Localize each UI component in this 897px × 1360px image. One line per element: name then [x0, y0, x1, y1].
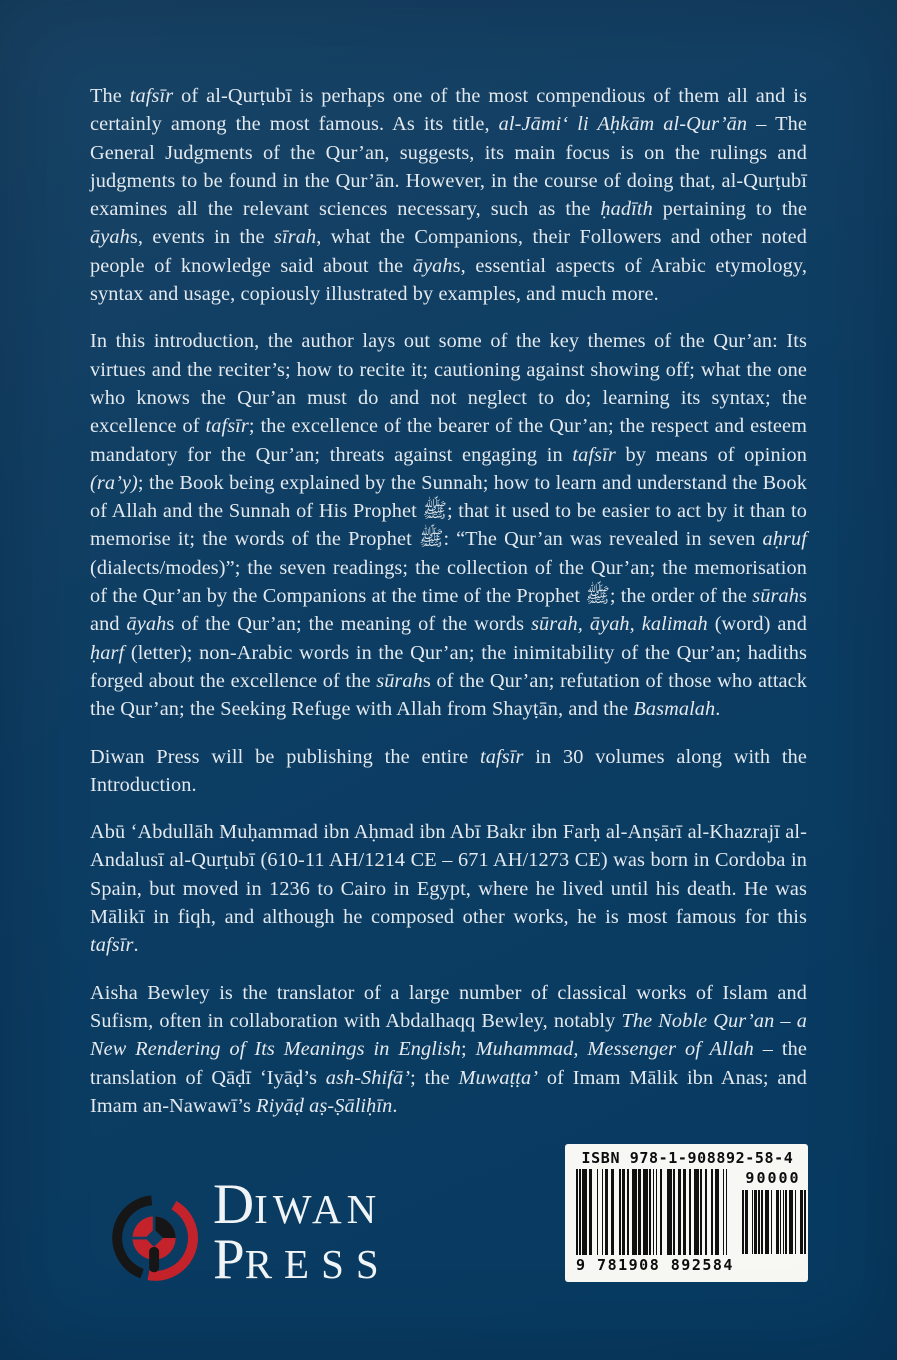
isbn-barcode-block	[565, 1144, 808, 1282]
diwan-press-wordmark	[213, 1173, 391, 1294]
diwan-press-logo-icon	[110, 1193, 200, 1283]
logo-press-rest: RESS	[244, 1241, 391, 1287]
isbn-label: ISBN 978-1-908892-58-4	[581, 1149, 794, 1167]
logo-diwan-rest: IWAN	[254, 1186, 382, 1232]
back-cover-paragraphs	[90, 82, 807, 1139]
logo-press-initial: P	[213, 1228, 245, 1291]
addon-barcode-bars	[741, 1190, 805, 1254]
logo-word-press	[213, 1228, 391, 1294]
paragraph-author-bio: Abū ‘Abdullāh Muḥammad ibn Aḥmad ibn Abī Bakr ibn Farḥ al-Anṣārī al-Khazrajī al-Andalusī al-Qurṭubī (610-11 AH/1214 CE – 671 AH/1273 CE) was born in Cordoba in Spain, but moved in 1236 to Cairo in Egypt, where he lived until his death. He was Mālikī in fiqh, and although he composed other works, he is most famous for this tafsīr.	[90, 821, 807, 957]
paragraph-publishing-note: Diwan Press will be publishing the entire tafsīr in 30 volumes along with the Introduction.	[90, 745, 807, 796]
logo-diwan-initial: D	[213, 1173, 255, 1236]
addon-barcode-number: 90000	[745, 1169, 801, 1187]
paragraph-translator-bio: Aisha Bewley is the translator of a large number of classical works of Islam and Sufism, often in collaboration with Abdalhaqq Bewley, notably The Noble Qur’an – a New Rendering of Its Meanings in English; Muhammad, Messenger of Allah – the translation of Qāḍī ‘Iyāḍ’s ash-Shifā’; the Muwaṭṭa’ of Imam Mālik ibn Anas; and Imam an-Nawawī’s Riyāḍ aṣ-Ṣāliḥīn.	[90, 981, 808, 1117]
ean13-barcode	[576, 1169, 734, 1274]
barcode-body	[576, 1169, 799, 1274]
ean13-digits: 9 781908 892584	[576, 1256, 734, 1274]
diwan-press-logo	[110, 1173, 391, 1294]
ean13-barcode-bars	[576, 1169, 730, 1255]
paragraph-tafsir-overview: The tafsīr of al-Qurṭubī is perhaps one of the most compendious of them all and is certainly among the most famous. As its title, al-Jāmi‘ li Aḥkām al-Qur’ān – The General Judgments of the Qur’an, suggests, its main focus is on the rulings and judgments to be found in the Qur’ān. However, in the course of doing that, al-Qurṭubī examines all the relevant sciences necessary, such as the ḥadīth pertaining to the āyahs, events in the sīrah, what the Companions, their Followers and other noted people of knowledge said about the āyahs, essential aspects of Arabic etymology, syntax and usage, copiously illustrated by examples, and much more.	[90, 85, 808, 306]
paragraph-introduction-themes: In this introduction, the author lays out some of the key themes of the Qur’an: Its virtues and the reciter’s; how to recite it; cautioning against showing off; what the one who knows the Qur’an must do and not neglect to do; learning its syntax; the excellence of tafsīr; the excellence of the bearer of the Qur’an; the respect and esteem mandatory for the Qur’an; threats against engaging in tafsīr by means of opinion (ra’y); the Book being explained by the Sunnah; how to learn and understand the Book of Allah and the Sunnah of His Prophet ﷺ; that it used to be easier to act by it than to memorise it; the words of the Prophet ﷺ: “The Qur’an was revealed in seven aḥruf (dialects/modes)”; the seven readings; the collection of the Qur’an; the memorisation of the Qur’an by the Companions at the time of the Prophet ﷺ; the order of the sūrahs and āyahs of the Qur’an; the meaning of the words sūrah, āyah, kalimah (word) and ḥarf (letter); non-Arabic words in the Qur’an; the inimitability of the Qur’an; hadiths forged about the excellence of the sūrahs of the Qur’an; refutation of those who attack the Qur’an; the Seeking Refuge with Allah from Shayṭān, and the Basmalah.	[90, 330, 808, 721]
addon-barcode	[741, 1169, 805, 1274]
